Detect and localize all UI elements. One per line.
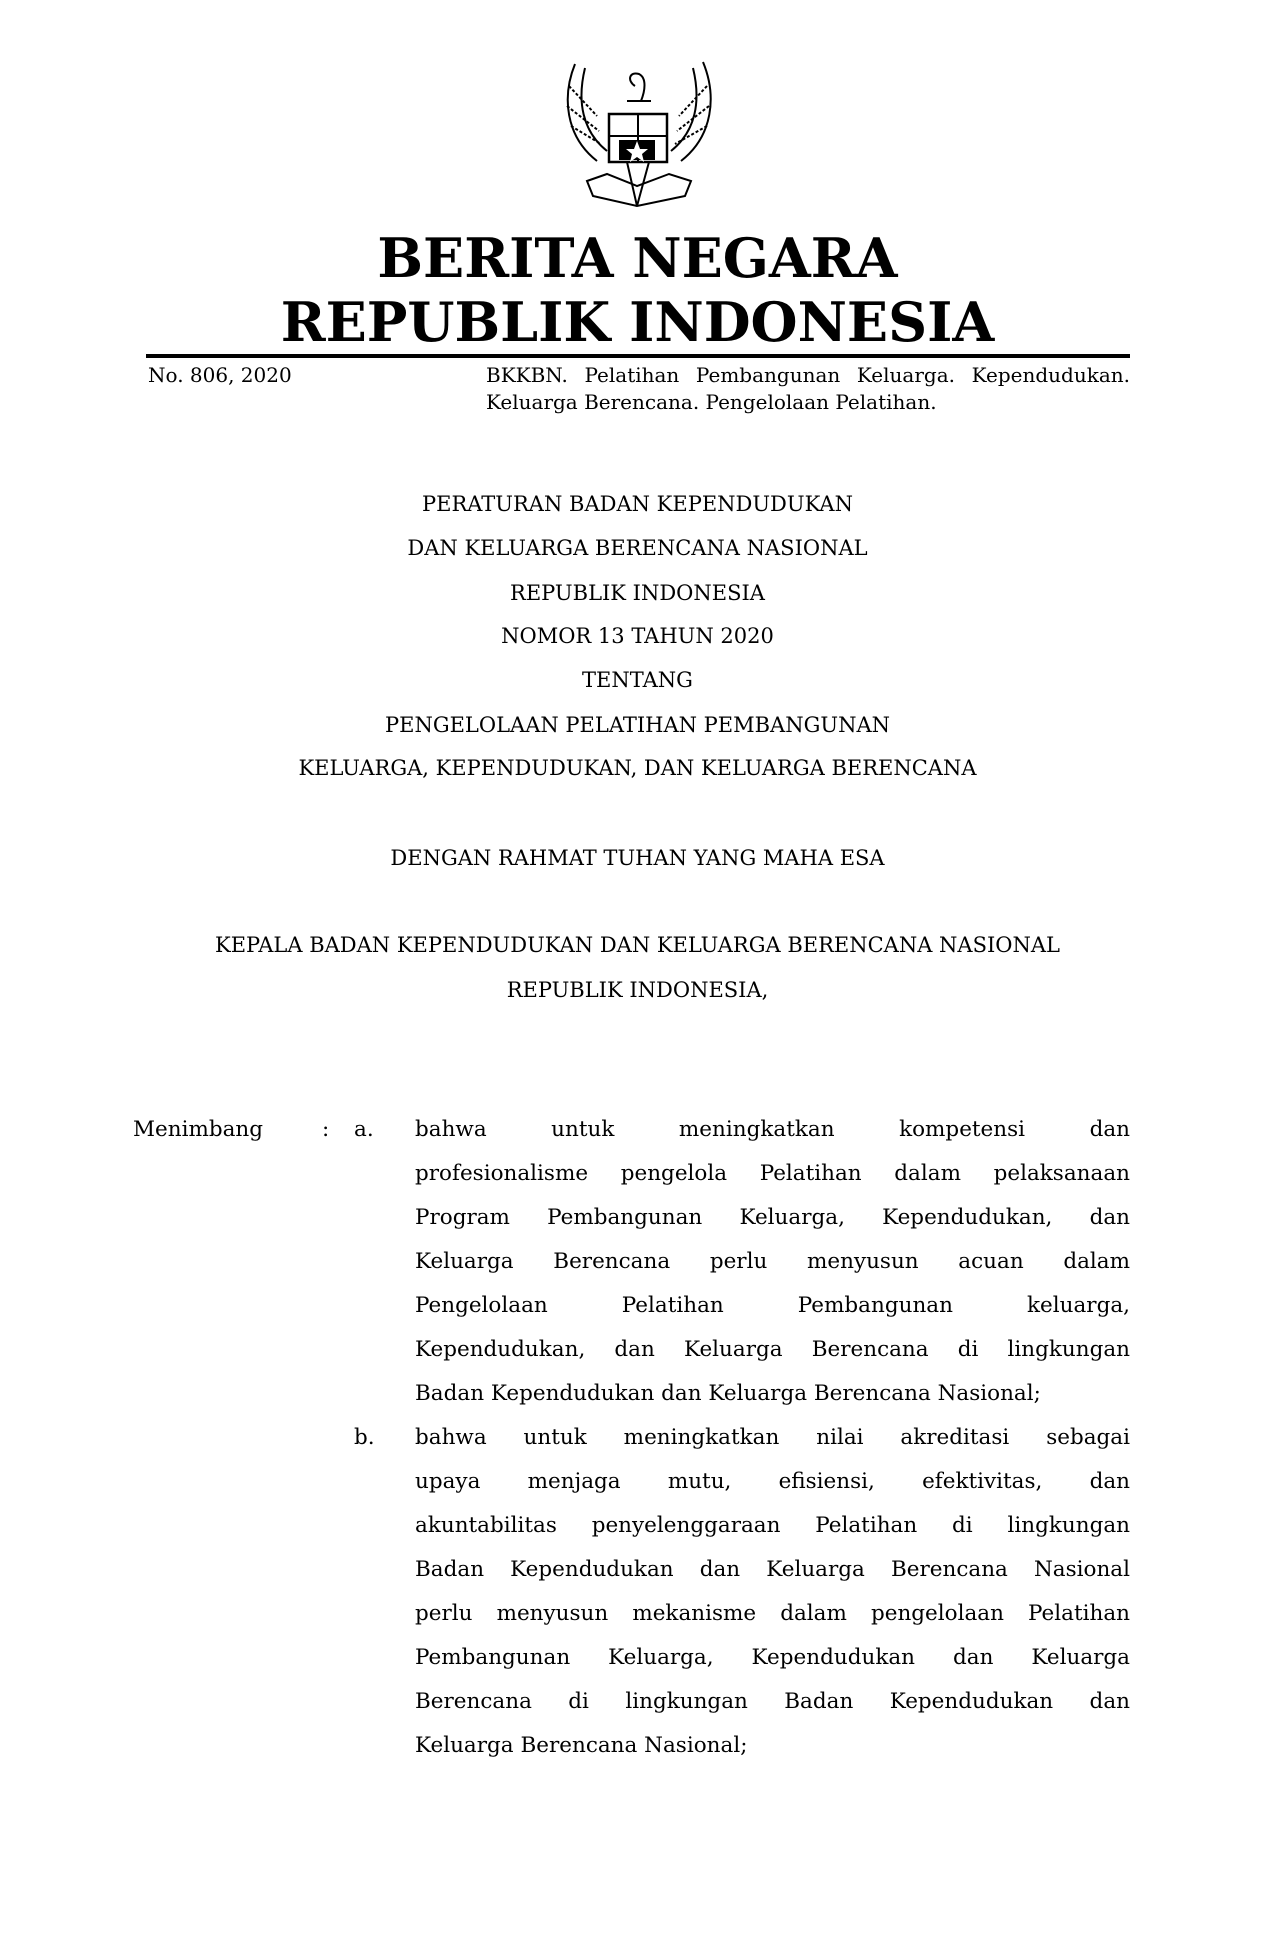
consideration-item-b [415,1416,1130,1768]
text-line: Program Pembangunan Keluarga, Kependudukan, dan [415,1205,1130,1230]
preamble: DENGAN RAHMAT TUHAN YANG MAHA ESA [390,846,885,870]
regulation-title-line: PERATURAN BADAN KEPENDUDUKAN [422,492,853,516]
text-line: bahwa untuk meningkatkan nilai akreditasi sebagai [415,1425,1130,1450]
text-line: perlu menyusun mekanisme dalam pengelolaan Pelatihan [415,1601,1130,1626]
gazette-number: No. 806, 2020 [148,363,292,387]
text-line: Pembangunan Keluarga, Kependudukan dan Keluarga [415,1645,1130,1670]
regulation-title-line: DAN KELUARGA BERENCANA NASIONAL [407,536,868,560]
gazette-subtitle: REPUBLIK INDONESIA [280,290,995,354]
text-line: profesionalisme pengelola Pelatihan dalam pelaksanaan [415,1161,1130,1186]
issuer-line: KEPALA BADAN KEPENDUDUKAN DAN KELUARGA BERENCANA NASIONAL [215,933,1060,957]
header-divider [146,354,1130,358]
regulation-title-line: TENTANG [582,668,693,692]
text-line: bahwa untuk meningkatkan kompetensi dan [415,1117,1130,1142]
considerations-colon: : [322,1117,330,1142]
considerations-label: Menimbang [133,1117,264,1142]
text-line: Keluarga Berencana Nasional; [415,1733,748,1758]
garuda-emblem-icon [557,56,721,214]
issuer-line: REPUBLIK INDONESIA, [506,978,769,1002]
gazette-title: BERITA NEGARA [377,226,898,290]
text-line: Keluarga Berencana perlu menyusun acuan dalam [415,1249,1130,1274]
item-marker: b. [354,1425,375,1450]
text-line: akuntabilitas penyelenggaraan Pelatihan di lingkungan [415,1513,1130,1538]
text-line: Kependudukan, dan Keluarga Berencana di lingkungan [415,1337,1130,1362]
gazette-subject: BKKBN. Pelatihan Pembangunan Keluarga. Kependudukan. Keluarga Berencana. Pengelolaan Pelatihan. [486,363,1130,414]
consideration-item-a [415,1108,1130,1416]
regulation-title-line: KELUARGA, KEPENDUDUKAN, DAN KELUARGA BERENCANA [298,756,977,780]
regulation-title-line: NOMOR 13 TAHUN 2020 [501,624,774,648]
text-line: Pengelolaan Pelatihan Pembangunan keluarga, [415,1293,1130,1318]
text-line: Badan Kependudukan dan Keluarga Berencana Nasional; [415,1381,1041,1406]
regulation-title-line: PENGELOLAAN PELATIHAN PEMBANGUNAN [384,713,890,737]
regulation-title-line: REPUBLIK INDONESIA [510,581,765,605]
text-line: Berencana di lingkungan Badan Kependudukan dan [415,1689,1130,1714]
item-marker: a. [354,1117,374,1142]
text-line: Badan Kependudukan dan Keluarga Berencana Nasional [415,1557,1130,1582]
text-line: upaya menjaga mutu, efisiensi, efektivitas, dan [415,1469,1130,1494]
